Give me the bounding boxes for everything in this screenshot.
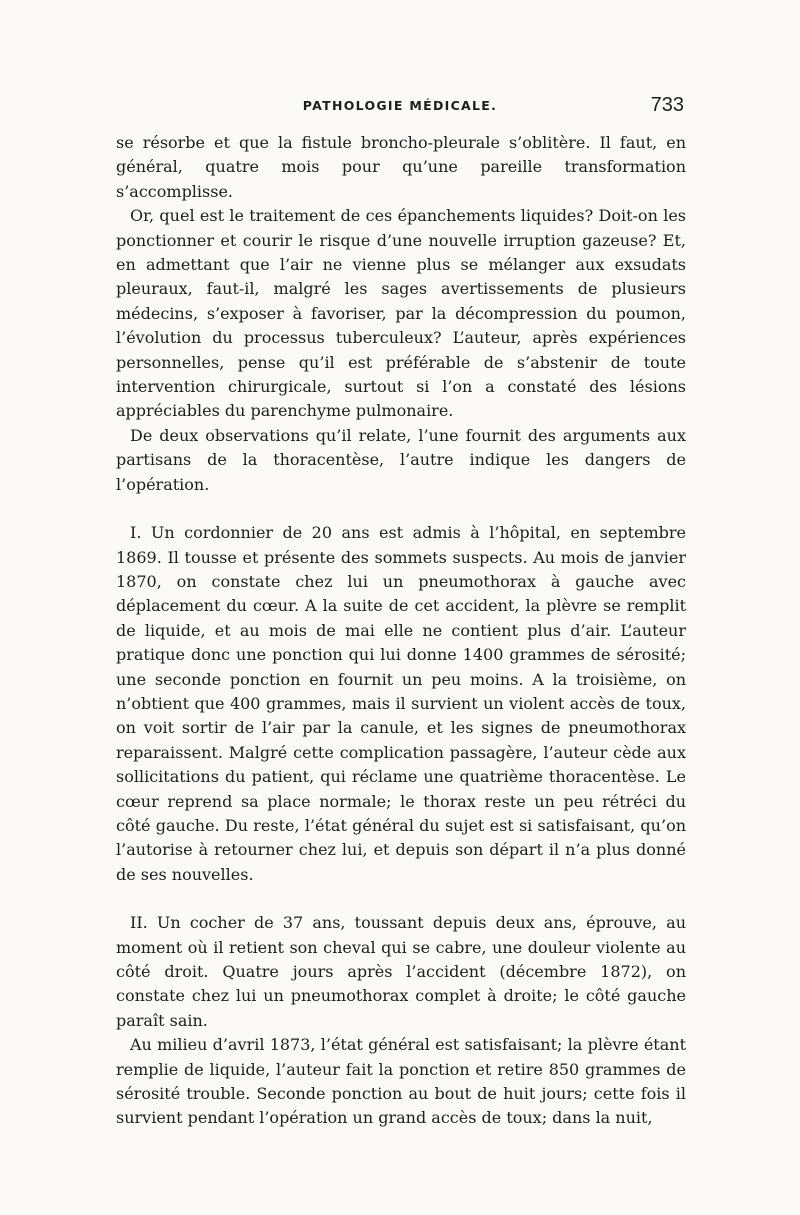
paragraph-case-one: I. Un cordonnier de 20 ans est admis à l’hôpital, en septembre 1869. Il tousse et présente des sommets suspects. Au mois de janvier 1870, on constate chez lui un pneumothorax à gauche avec déplacement du cœur. A la suite de cet accident, la plèvre se remplit de liquide, et au mois de mai elle ne contient plus d’air. L’auteur pratique donc une ponction qui lui donne 1400 grammes de sérosité; une seconde ponction en fournit un peu moins. A la troisième, on n’obtient que 400 grammes, mais il survient un violent accès de toux, on voit sortir de l’air par la canule, et les signes de pneumothorax reparaissent. Malgré cette complication passagère, l’auteur cède aux sollicitations du patient, qui réclame une quatrième thoracentèse. Le cœur reprend sa place normale; le thorax reste un peu rétréci du côté gauche. Du reste, l’état général du sujet est si satisfaisant, qu’on l’autorise à retourner chez lui, et depuis son départ il n’a plus donné de ses nouvelles. <box>116 523 686 884</box>
paragraph-case-two-continued: Au milieu d’avril 1873, l’état général est satisfaisant; la plèvre étant remplie de liquide, l’auteur fait la ponction et retire 850 grammes de sérosité trouble. Seconde ponction au bout de huit jours; cette fois il survient pendant l’opération un grand accès de toux; dans la nuit, <box>116 1035 686 1128</box>
section-gap <box>116 887 686 911</box>
page-number: 733 <box>650 94 684 116</box>
running-header <box>116 94 684 124</box>
paragraph-case-two: II. Un cocher de 37 ans, toussant depuis deux ans, éprouve, au moment où il retient son cheval qui se cabre, une douleur violente au côté droit. Quatre jours après l’accident (décembre 1872), on constate chez lui un pneumothorax complet à droite; le côté gauche paraît sain. <box>116 913 686 1030</box>
section-gap <box>116 497 686 521</box>
paragraph-continuation: se résorbe et que la fistule broncho-pleurale s’oblitère. Il faut, en général, quatre mois pour qu’une pareille transformation s’accomplisse. <box>116 133 686 201</box>
page-body <box>116 131 686 1131</box>
paragraph-treatment-question: Or, quel est le traitement de ces épanchements liquides? Doit-on les ponctionner et courir le risque d’une nouvelle irruption gazeuse? Et, en admettant que l’air ne vienne plus se mélanger aux exsudats pleuraux, faut-il, malgré les sages avertissements de plusieurs médecins, s’exposer à favoriser, par la décompression du poumon, l’évolution du processus tuberculeux? L’auteur, après expériences personnelles, pense qu’il est préférable de s’abstenir de toute intervention chirurgicale, surtout si l’on a constaté des lésions appréciables du parenchyme pulmonaire. <box>116 206 686 421</box>
paragraph-observations-intro: De deux observations qu’il relate, l’une fournit des arguments aux partisans de la thoracentèse, l’autre indique les dangers de l’opération. <box>116 425 686 494</box>
running-title: PATHOLOGIE MÉDICALE. <box>302 98 498 113</box>
